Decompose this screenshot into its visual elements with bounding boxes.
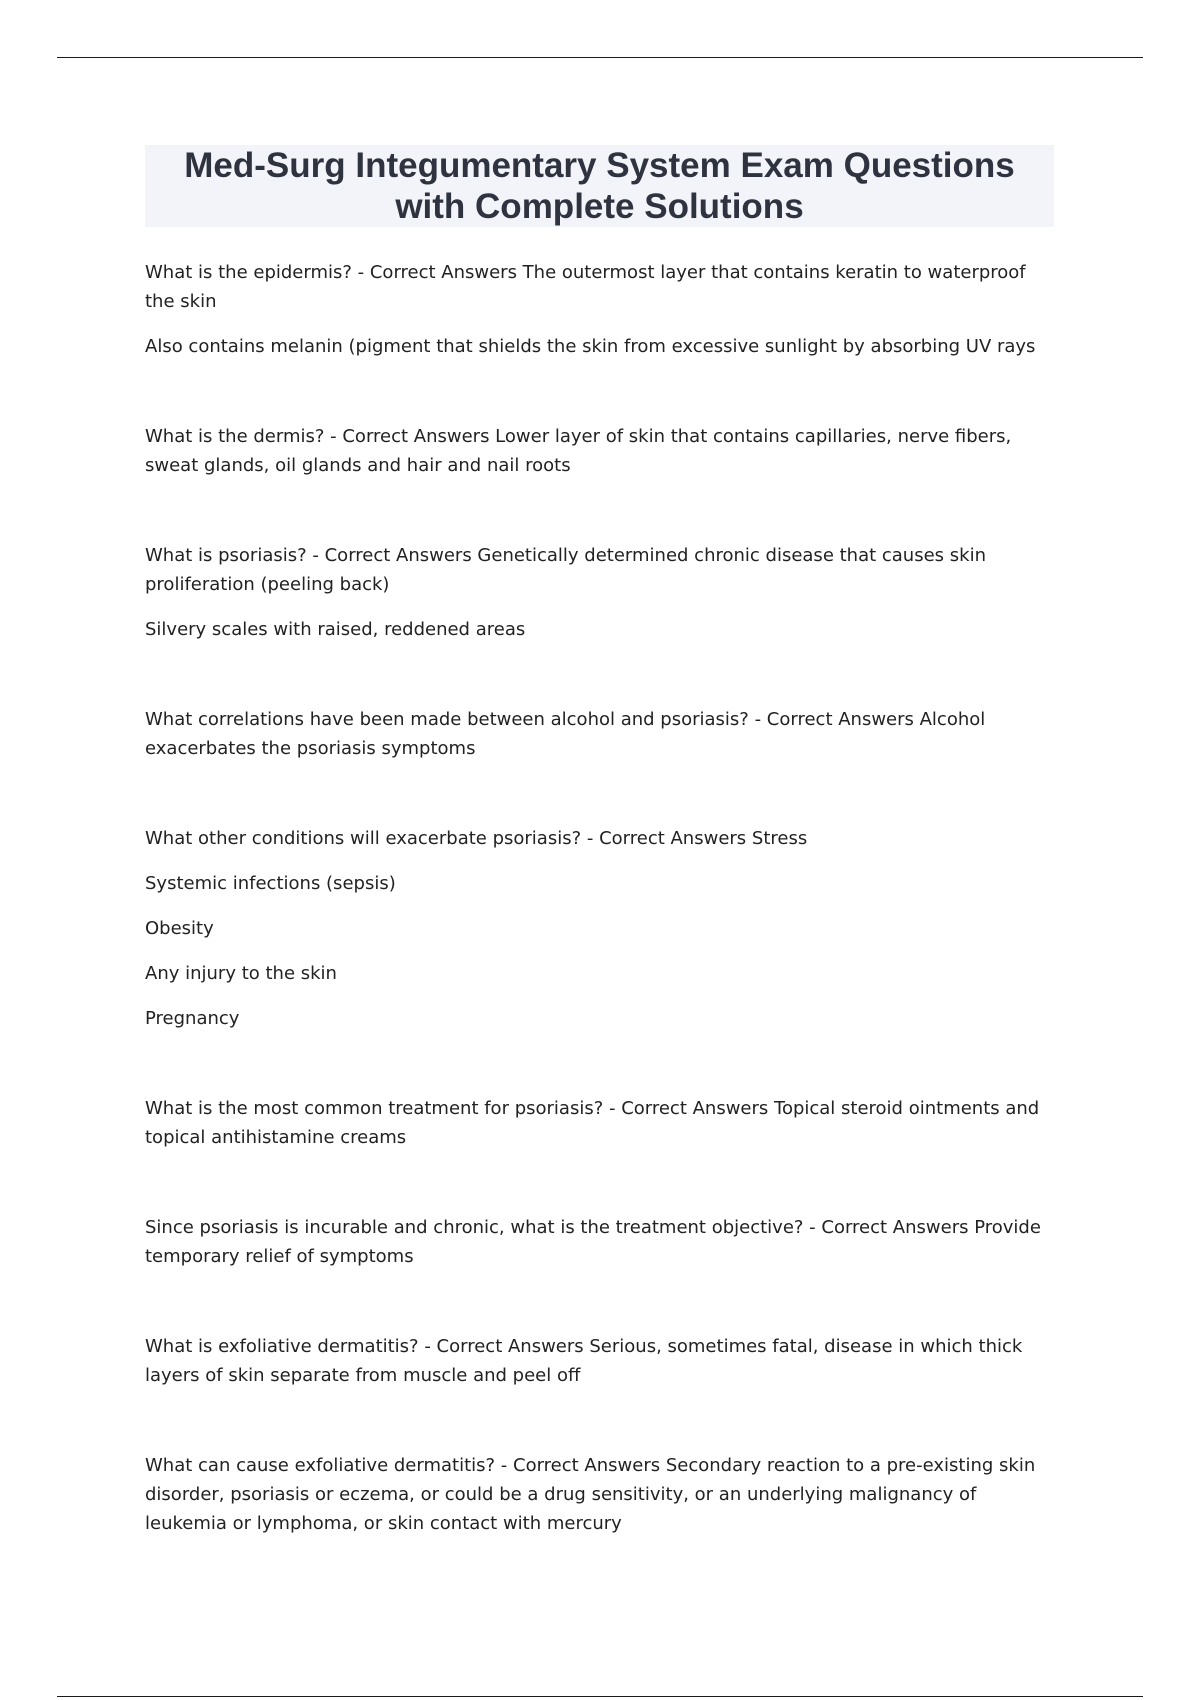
- qa-item-exfoliative-causes: [145, 1451, 1060, 1538]
- top-rule: [57, 57, 1143, 58]
- title-banner: [145, 145, 1054, 227]
- qa-answer-line: Silvery scales with raised, reddened areas: [145, 619, 526, 640]
- qa-item-common-treatment: [145, 1094, 1060, 1152]
- qa-question: What can cause exfoliative dermatitis? - Correct Answers Secondary reaction to a pre-existing skin disorder, psoriasis or eczema, or could be a drug sensitivity, or an underlying malignancy of leukemia or lymphoma, or skin contact with mercury: [145, 1455, 1036, 1534]
- qa-item-treatment-objective: [145, 1213, 1060, 1271]
- qa-question: What correlations have been made between alcohol and psoriasis? - Correct Answers Alcohol exacerbates the psoriasis symptoms: [145, 709, 986, 759]
- qa-question: What is exfoliative dermatitis? - Correct Answers Serious, sometimes fatal, disease in which thick layers of skin separate from muscle and peel off: [145, 1336, 1023, 1386]
- qa-question: What is psoriasis? - Correct Answers Genetically determined chronic disease that causes skin proliferation (peeling back): [145, 545, 986, 595]
- qa-answer-line: Also contains melanin (pigment that shields the skin from excessive sunlight by absorbing UV rays: [145, 336, 1036, 357]
- qa-item-exfoliative-dermatitis: [145, 1332, 1060, 1390]
- qa-answer-line: Any injury to the skin: [145, 963, 337, 984]
- qa-item-alcohol: [145, 705, 1060, 763]
- qa-answer-line: Pregnancy: [145, 1008, 240, 1029]
- qa-question: What other conditions will exacerbate psoriasis? - Correct Answers Stress: [145, 828, 808, 849]
- qa-question: What is the dermis? - Correct Answers Lower layer of skin that contains capillaries, nerve fibers, sweat glands, oil glands and hair and nail roots: [145, 426, 1012, 476]
- qa-question: What is the most common treatment for psoriasis? - Correct Answers Topical steroid ointments and topical antihistamine creams: [145, 1098, 1040, 1148]
- qa-question: Since psoriasis is incurable and chronic, what is the treatment objective? - Correct Answers Provide temporary relief of symptoms: [145, 1217, 1041, 1267]
- qa-answer-line: Systemic infections (sepsis): [145, 873, 396, 894]
- qa-item-exacerbating-conditions: [145, 824, 1060, 1033]
- title-line-2: with Complete Solutions: [395, 187, 804, 226]
- qa-item-dermis: [145, 422, 1060, 480]
- bottom-rule: [57, 1696, 1143, 1697]
- qa-question: What is the epidermis? - Correct Answers The outermost layer that contains keratin to waterproof the skin: [145, 262, 1026, 312]
- qa-answer-line: Obesity: [145, 918, 214, 939]
- document-body: [145, 258, 1060, 1599]
- title-line-1: Med-Surg Integumentary System Exam Questions: [184, 146, 1015, 185]
- qa-item-psoriasis: [145, 541, 1060, 644]
- qa-item-epidermis: [145, 258, 1060, 361]
